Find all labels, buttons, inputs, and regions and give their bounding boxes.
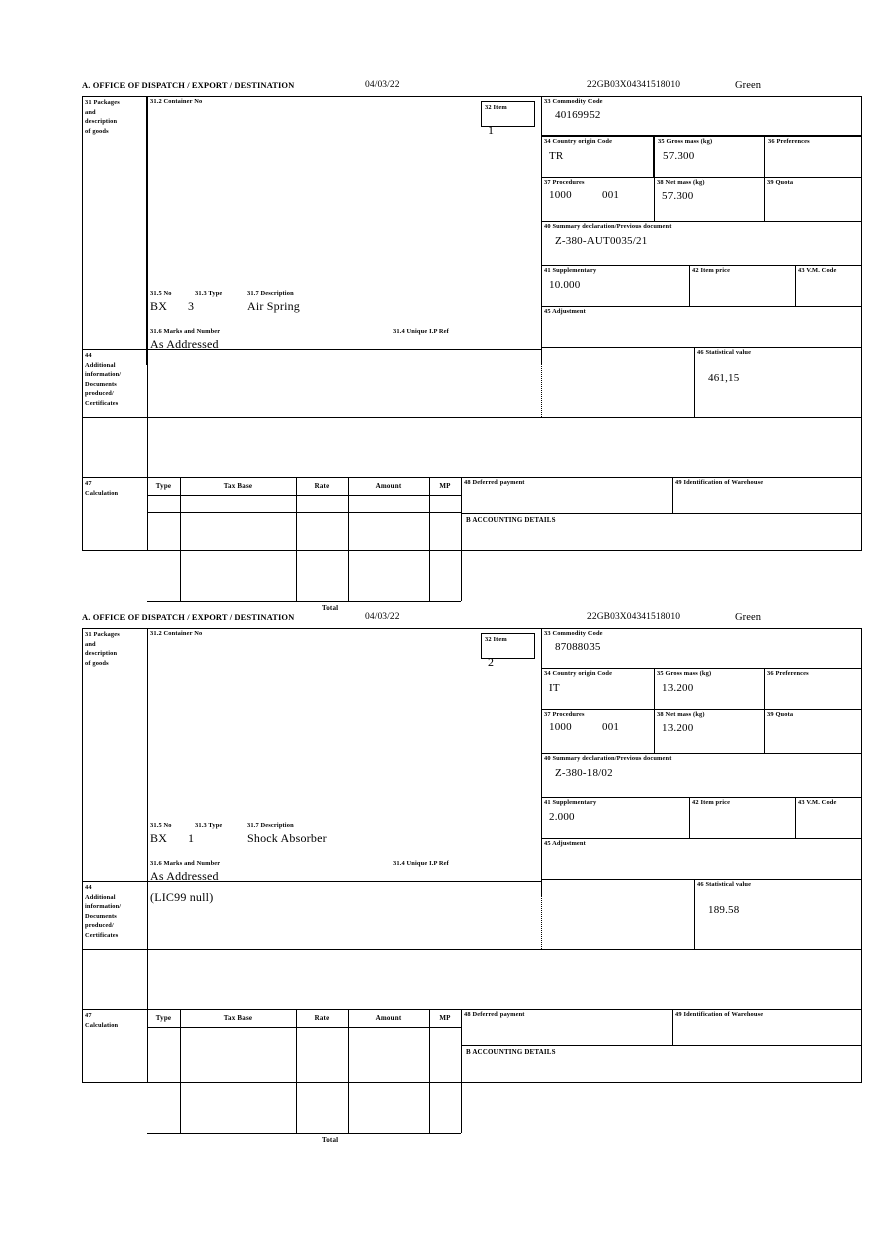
divider-33-34 <box>541 136 862 137</box>
box48-label: 48 Deferred payment <box>464 479 525 486</box>
box39-value <box>764 187 862 190</box>
box31-4-ipref-label-2: 31.4 Unique I.P Ref <box>393 860 449 867</box>
box31-label-line1-2: 31 Packages <box>85 631 120 638</box>
box41-supplementary <box>541 265 689 306</box>
box42-item-price <box>689 265 795 306</box>
box37-procedures <box>541 177 654 221</box>
box31-7-description-label-2: 31.7 Description <box>247 822 294 829</box>
box45-label: 45 Adjustment <box>544 308 586 315</box>
box31-2-container-label: 31.2 Container No <box>150 98 203 105</box>
box31-label-line3: description <box>85 118 118 125</box>
divider-44-left <box>147 349 148 477</box>
divider-33-34-2 <box>541 668 862 669</box>
calc-col-rate: Rate <box>314 482 330 490</box>
calc-col-mp-2: MP <box>439 1014 451 1022</box>
box45-value <box>541 316 862 320</box>
box43-value-2 <box>795 807 862 811</box>
divider-46-47-upper <box>82 417 862 418</box>
box43-value <box>795 275 862 279</box>
box47-label-line1: 47 <box>85 480 92 487</box>
box31-7-description-value-2: Shock Absorber <box>247 831 327 845</box>
box38-net-mass-2 <box>654 709 764 753</box>
calc-col-taxbase: Tax Base <box>223 482 253 490</box>
box31-label-cell <box>82 96 147 365</box>
box44-additional-information-2: (LIC99 null) <box>150 890 214 904</box>
box42-label-2: 42 Item price <box>692 799 731 806</box>
box31-2-container-label-2: 31.2 Container No <box>150 630 203 637</box>
box36-label: 36 Preferences <box>768 138 810 145</box>
box44-label-line2-2: Additional <box>85 893 116 901</box>
box32-item-value: 1 <box>488 123 495 138</box>
box44-label-line1-2: 44 <box>85 884 92 891</box>
box44-label-cell <box>82 349 147 477</box>
box42-value-2 <box>689 807 795 811</box>
box43-vm-code <box>795 265 862 306</box>
box42-label: 42 Item price <box>692 267 731 274</box>
calc-hdr-underline-2 <box>147 1027 461 1028</box>
box38-value: 57.300 <box>662 190 694 203</box>
box35-value-2: 13.200 <box>662 682 694 695</box>
box35-gross-mass-2 <box>654 668 764 709</box>
box47-label-cell <box>82 477 147 551</box>
lane-status: Green <box>735 80 762 91</box>
box46-label: 46 Statistical value <box>697 349 752 356</box>
box31-3-type-label-2: 31.3 Type <box>195 822 223 829</box>
box45-adjustment-2 <box>541 838 862 879</box>
calc-bottom <box>147 601 461 602</box>
box37-value-1-2: 1000 <box>549 721 572 733</box>
box43-vm-code-2 <box>795 797 862 838</box>
calc-col-mp: MP <box>439 482 451 490</box>
box32-item-value-2: 2 <box>488 655 495 670</box>
calc-col-type: Type <box>155 482 172 490</box>
divider-42-43 <box>795 265 796 306</box>
box45-adjustment <box>541 306 862 347</box>
box31-3-type-value: 3 <box>188 299 195 313</box>
declaration-date: 04/03/22 <box>365 80 400 90</box>
box31-label-line2-2: and <box>85 640 96 648</box>
box49-label-2: 49 Identification of Warehouse <box>675 1011 764 1018</box>
box47-label-line2-2: Calculation <box>85 1021 119 1029</box>
customs-declaration-form-1 <box>82 80 862 612</box>
box42-value <box>689 275 795 279</box>
box31-5-no-label: 31.5 No <box>150 290 172 297</box>
calc-col-type-2: Type <box>155 1014 172 1022</box>
box44-label-line3-2: information/ <box>85 903 122 910</box>
dotted-divider-2 <box>541 879 542 949</box>
box31-3-type-value-2: 1 <box>188 831 195 845</box>
box31-label-line4-2: of goods <box>85 659 109 667</box>
box47-label-line1-2: 47 <box>85 1012 92 1019</box>
box37-procedures-2 <box>541 709 654 753</box>
box31-3-type-label: 31.3 Type <box>195 290 223 297</box>
box36-preferences <box>764 136 862 177</box>
box46-value: 461,15 <box>708 372 740 385</box>
calc-col-amount-2: Amount <box>375 1014 402 1022</box>
box49-value-2 <box>672 1019 862 1021</box>
box34-country-origin-2 <box>541 668 654 709</box>
box32-label: 32 Item <box>485 104 507 111</box>
box34-label-2: 34 Country origin Code <box>544 670 613 677</box>
box34-value: TR <box>549 150 564 163</box>
box49-value <box>672 487 862 489</box>
box31-label-line2: and <box>85 108 96 116</box>
box31-label-line1: 31 Packages <box>85 99 120 106</box>
box48-value <box>461 487 672 489</box>
calc-total-label-2: Total <box>322 1136 339 1144</box>
declaration-date-2: 04/03/22 <box>365 612 400 622</box>
divider-41-42-2 <box>689 797 690 838</box>
accounting-label: B ACCOUNTING DETAILS <box>466 516 556 524</box>
box35-label-2: 35 Gross mass (kg) <box>657 670 712 677</box>
box40-label-2: 40 Summary declaration/Previous document <box>544 755 672 762</box>
box39-label: 39 Quota <box>767 179 794 186</box>
box31-6-marks-label: 31.6 Marks and Number <box>150 328 221 335</box>
box35-value: 57.300 <box>663 150 695 163</box>
box41-label-2: 41 Supplementary <box>544 799 597 806</box>
calc-col-amount: Amount <box>375 482 402 490</box>
box31-5-no-value-2: BX <box>150 831 168 845</box>
box33-label-2: 33 Commodity Code <box>544 630 603 637</box>
box36-preferences-2 <box>764 668 862 709</box>
movement-reference-number: 22GB03X04341518010 <box>587 80 681 90</box>
box47-label-line2: Calculation <box>85 489 119 497</box>
box31-label-line4: of goods <box>85 127 109 135</box>
box33-value: 40169952 <box>555 109 601 122</box>
box31-5-no-label-2: 31.5 No <box>150 822 172 829</box>
box33-value-2: 87088035 <box>555 641 601 654</box>
box46-value-2: 189.58 <box>708 904 740 917</box>
box31-6-marks-value: As Addressed <box>150 337 219 351</box>
box35-label: 35 Gross mass (kg) <box>658 138 713 145</box>
box33-commodity-code <box>541 96 862 136</box>
box34-value-2: IT <box>549 682 560 695</box>
lane-status-2: Green <box>735 612 762 623</box>
box49-warehouse-2 <box>672 1009 862 1045</box>
calc-hdr-underline <box>147 495 461 496</box>
box39-quota <box>764 177 862 221</box>
movement-reference-number-2: 22GB03X04341518010 <box>587 612 681 622</box>
divider-46-47-upper-2 <box>82 949 862 950</box>
box-b-accounting-details-2 <box>461 1045 862 1083</box>
box44-label-line5: produced/ <box>85 390 114 397</box>
box39-value-2 <box>764 719 862 722</box>
box46-label-2: 46 Statistical value <box>697 881 752 888</box>
box49-label: 49 Identification of Warehouse <box>675 479 764 486</box>
form-header-2 <box>82 612 862 627</box>
box40-value-2: Z-380-18/02 <box>555 767 613 780</box>
box35-gross-mass <box>654 136 764 177</box>
box42-item-price-2 <box>689 797 795 838</box>
box37-label: 37 Procedures <box>544 179 585 186</box>
box31-label-cell-2 <box>82 628 147 897</box>
box36-value-2 <box>764 678 862 682</box>
box44-label-line4: Documents <box>85 380 117 388</box>
calc-col-taxbase-2: Tax Base <box>223 1014 253 1022</box>
box31-6-marks-label-2: 31.6 Marks and Number <box>150 860 221 867</box>
form-header <box>82 80 862 95</box>
box44-label-line5-2: produced/ <box>85 922 114 929</box>
box40-previous-document-2 <box>541 753 862 797</box>
box43-label-2: 43 V.M. Code <box>798 799 837 806</box>
box48-value-2 <box>461 1019 672 1021</box>
divider-31-44 <box>82 349 541 350</box>
box31-6-marks-value-2: As Addressed <box>150 869 219 883</box>
calc-bottom-2 <box>147 1133 461 1134</box>
box36-value <box>765 146 862 150</box>
box32-item <box>481 101 535 138</box>
box32-label-2: 32 Item <box>485 636 507 643</box>
box44-label-line6-2: Certificates <box>85 931 119 939</box>
box41-value-2: 2.000 <box>549 811 575 824</box>
box34-country-origin <box>541 136 654 177</box>
box31-label-line3-2: description <box>85 650 118 657</box>
box38-value-2: 13.200 <box>662 722 694 735</box>
box44-label-line4-2: Documents <box>85 912 117 920</box>
box40-value: Z-380-AUT0035/21 <box>555 235 648 248</box>
box41-label: 41 Supplementary <box>544 267 597 274</box>
divider-left-col-1 <box>147 96 148 365</box>
box32-item-2 <box>481 633 535 670</box>
box34-label: 34 Country origin Code <box>544 138 613 145</box>
box31-5-no-value: BX <box>150 299 168 313</box>
box43-label: 43 V.M. Code <box>798 267 837 274</box>
box39-label-2: 39 Quota <box>767 711 794 718</box>
box44-label-line2: Additional <box>85 361 116 369</box>
box48-deferred-payment-2 <box>461 1009 672 1045</box>
divider-left-col-2 <box>147 628 148 897</box>
divider-31-44-2 <box>82 881 541 882</box>
office-of-dispatch-label-2: A. OFFICE OF DISPATCH / EXPORT / DESTINATION <box>82 612 295 622</box>
box38-label: 38 Net mass (kg) <box>657 179 705 186</box>
office-of-dispatch-label: A. OFFICE OF DISPATCH / EXPORT / DESTINATION <box>82 80 295 90</box>
box44-label-line3: information/ <box>85 371 122 378</box>
box49-warehouse <box>672 477 862 513</box>
box47-label-cell-2 <box>82 1009 147 1083</box>
box45-label-2: 45 Adjustment <box>544 840 586 847</box>
divider-41-42 <box>689 265 690 306</box>
box-b-accounting-details <box>461 513 862 551</box>
box31-7-description-value: Air Spring <box>247 299 300 313</box>
box48-label-2: 48 Deferred payment <box>464 1011 525 1018</box>
box46-statistical-value <box>694 347 862 417</box>
box31-7-description-label: 31.7 Description <box>247 290 294 297</box>
box40-previous-document <box>541 221 862 265</box>
box38-net-mass <box>654 177 764 221</box>
box44-label-line1: 44 <box>85 352 92 359</box>
box46-statistical-value-2 <box>694 879 862 949</box>
box45-value-2 <box>541 848 862 852</box>
box44-label-line6: Certificates <box>85 399 119 407</box>
box37-value-1: 1000 <box>549 189 572 201</box>
box37-value-2: 001 <box>602 189 620 201</box>
box36-label-2: 36 Preferences <box>767 670 809 677</box>
divider-42-43-2 <box>795 797 796 838</box>
box40-label: 40 Summary declaration/Previous document <box>544 223 672 230</box>
divider-44-left-2 <box>147 881 148 1009</box>
box39-quota-2 <box>764 709 862 753</box>
box37-label-2: 37 Procedures <box>544 711 585 718</box>
box31-4-ipref-label: 31.4 Unique I.P Ref <box>393 328 449 335</box>
box44-label-cell-2 <box>82 881 147 1009</box>
calc-total-label: Total <box>322 604 339 612</box>
box38-label-2: 38 Net mass (kg) <box>657 711 705 718</box>
customs-declaration-form-2 <box>82 612 862 1144</box>
box41-value: 10.000 <box>549 279 581 292</box>
box41-supplementary-2 <box>541 797 689 838</box>
box33-commodity-code-2 <box>541 628 862 668</box>
calc-col-rate-2: Rate <box>314 1014 330 1022</box>
box48-deferred-payment <box>461 477 672 513</box>
dotted-divider-1 <box>541 347 542 417</box>
box33-label: 33 Commodity Code <box>544 98 603 105</box>
box37-value-2-2: 001 <box>602 721 620 733</box>
accounting-label-2: B ACCOUNTING DETAILS <box>466 1048 556 1056</box>
